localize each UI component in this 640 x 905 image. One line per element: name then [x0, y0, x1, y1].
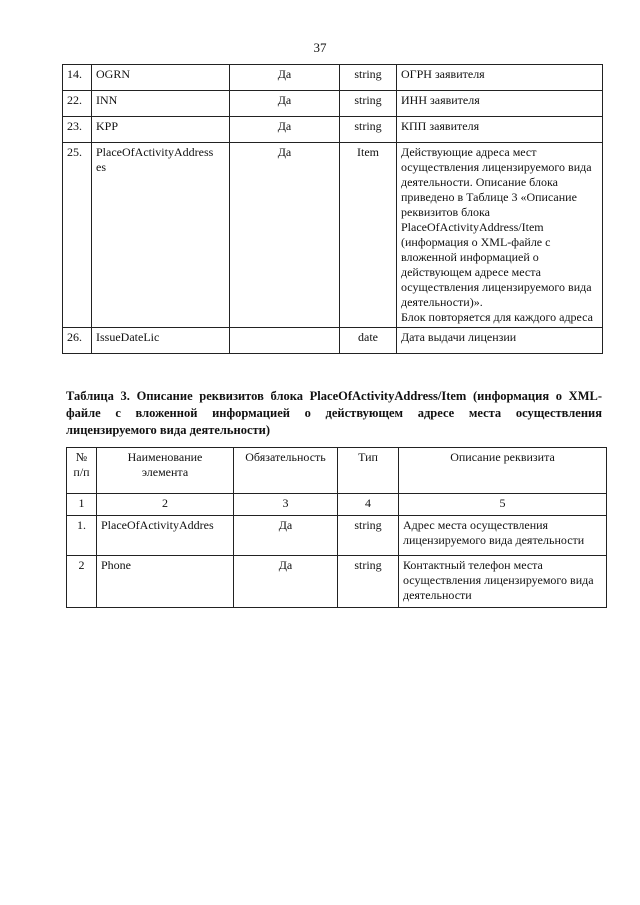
required-flag: Да [234, 556, 338, 608]
element-type: string [338, 516, 399, 556]
element-description: КПП заявителя [397, 117, 603, 143]
index-cell: 4 [338, 494, 399, 516]
element-name: Phone [97, 556, 234, 608]
element-name: INN [92, 91, 230, 117]
row-number: 23. [63, 117, 92, 143]
header-required: Обязательность [234, 448, 338, 494]
required-flag [230, 328, 340, 354]
table-row [67, 556, 607, 608]
header-name: Наименование элемента [97, 448, 234, 494]
element-type: string [340, 91, 397, 117]
table-3 [66, 447, 607, 608]
header-type: Тип [338, 448, 399, 494]
element-description: Контактный телефон места осуществления лицензируемого вида деятельности [399, 556, 607, 608]
table-row [63, 91, 603, 117]
element-description: ИНН заявителя [397, 91, 603, 117]
attributes-table-continued [62, 64, 603, 354]
required-flag: Да [230, 65, 340, 91]
element-name: PlaceOfActivityAddres [97, 516, 234, 556]
column-index-row [67, 494, 607, 516]
element-description: Адрес места осуществления лицензируемого вида деятельности [399, 516, 607, 556]
required-flag: Да [230, 143, 340, 328]
index-cell: 5 [399, 494, 607, 516]
element-type: string [340, 117, 397, 143]
index-cell: 3 [234, 494, 338, 516]
element-name: KPP [92, 117, 230, 143]
table-row [63, 328, 603, 354]
element-name: PlaceOfActivityAddress es [92, 143, 230, 328]
table-3-caption: Таблица 3. Описание реквизитов блока PlaceOfActivityAddress/Item (информация о XML-файле с вложенной информацией о действующем адресе места осуществления лицензируемого вида деятельности) [66, 389, 602, 437]
row-number: 26. [63, 328, 92, 354]
element-type: date [340, 328, 397, 354]
table-row [63, 143, 603, 328]
row-number: 22. [63, 91, 92, 117]
element-type: string [338, 556, 399, 608]
element-description: ОГРН заявителя [397, 65, 603, 91]
row-number: 2 [67, 556, 97, 608]
table-row [63, 117, 603, 143]
element-type: string [340, 65, 397, 91]
index-cell: 1 [67, 494, 97, 516]
element-name: OGRN [92, 65, 230, 91]
required-flag: Да [230, 91, 340, 117]
row-number: 1. [67, 516, 97, 556]
index-cell: 2 [97, 494, 234, 516]
element-name: IssueDateLic [92, 328, 230, 354]
table-header-row [67, 448, 607, 494]
element-type: Item [340, 143, 397, 328]
element-description: Дата выдачи лицензии [397, 328, 603, 354]
header-num: № п/п [67, 448, 97, 494]
table-row [67, 516, 607, 556]
required-flag: Да [234, 516, 338, 556]
header-description: Описание реквизита [399, 448, 607, 494]
page-number: 37 [313, 40, 327, 55]
table-row [63, 65, 603, 91]
row-number: 14. [63, 65, 92, 91]
element-description: Действующие адреса мест осуществления лицензируемого вида деятельности. Описание блока приведено в Таблице 3 «Описание реквизитов блока PlaceOfActivityAddress/Item (информация о XML-файле с вложенной информацией о действующем адресе места осуществления лицензируемого вида деятельности)». Блок повторяется для каждого адреса [397, 143, 603, 328]
row-number: 25. [63, 143, 92, 328]
required-flag: Да [230, 117, 340, 143]
